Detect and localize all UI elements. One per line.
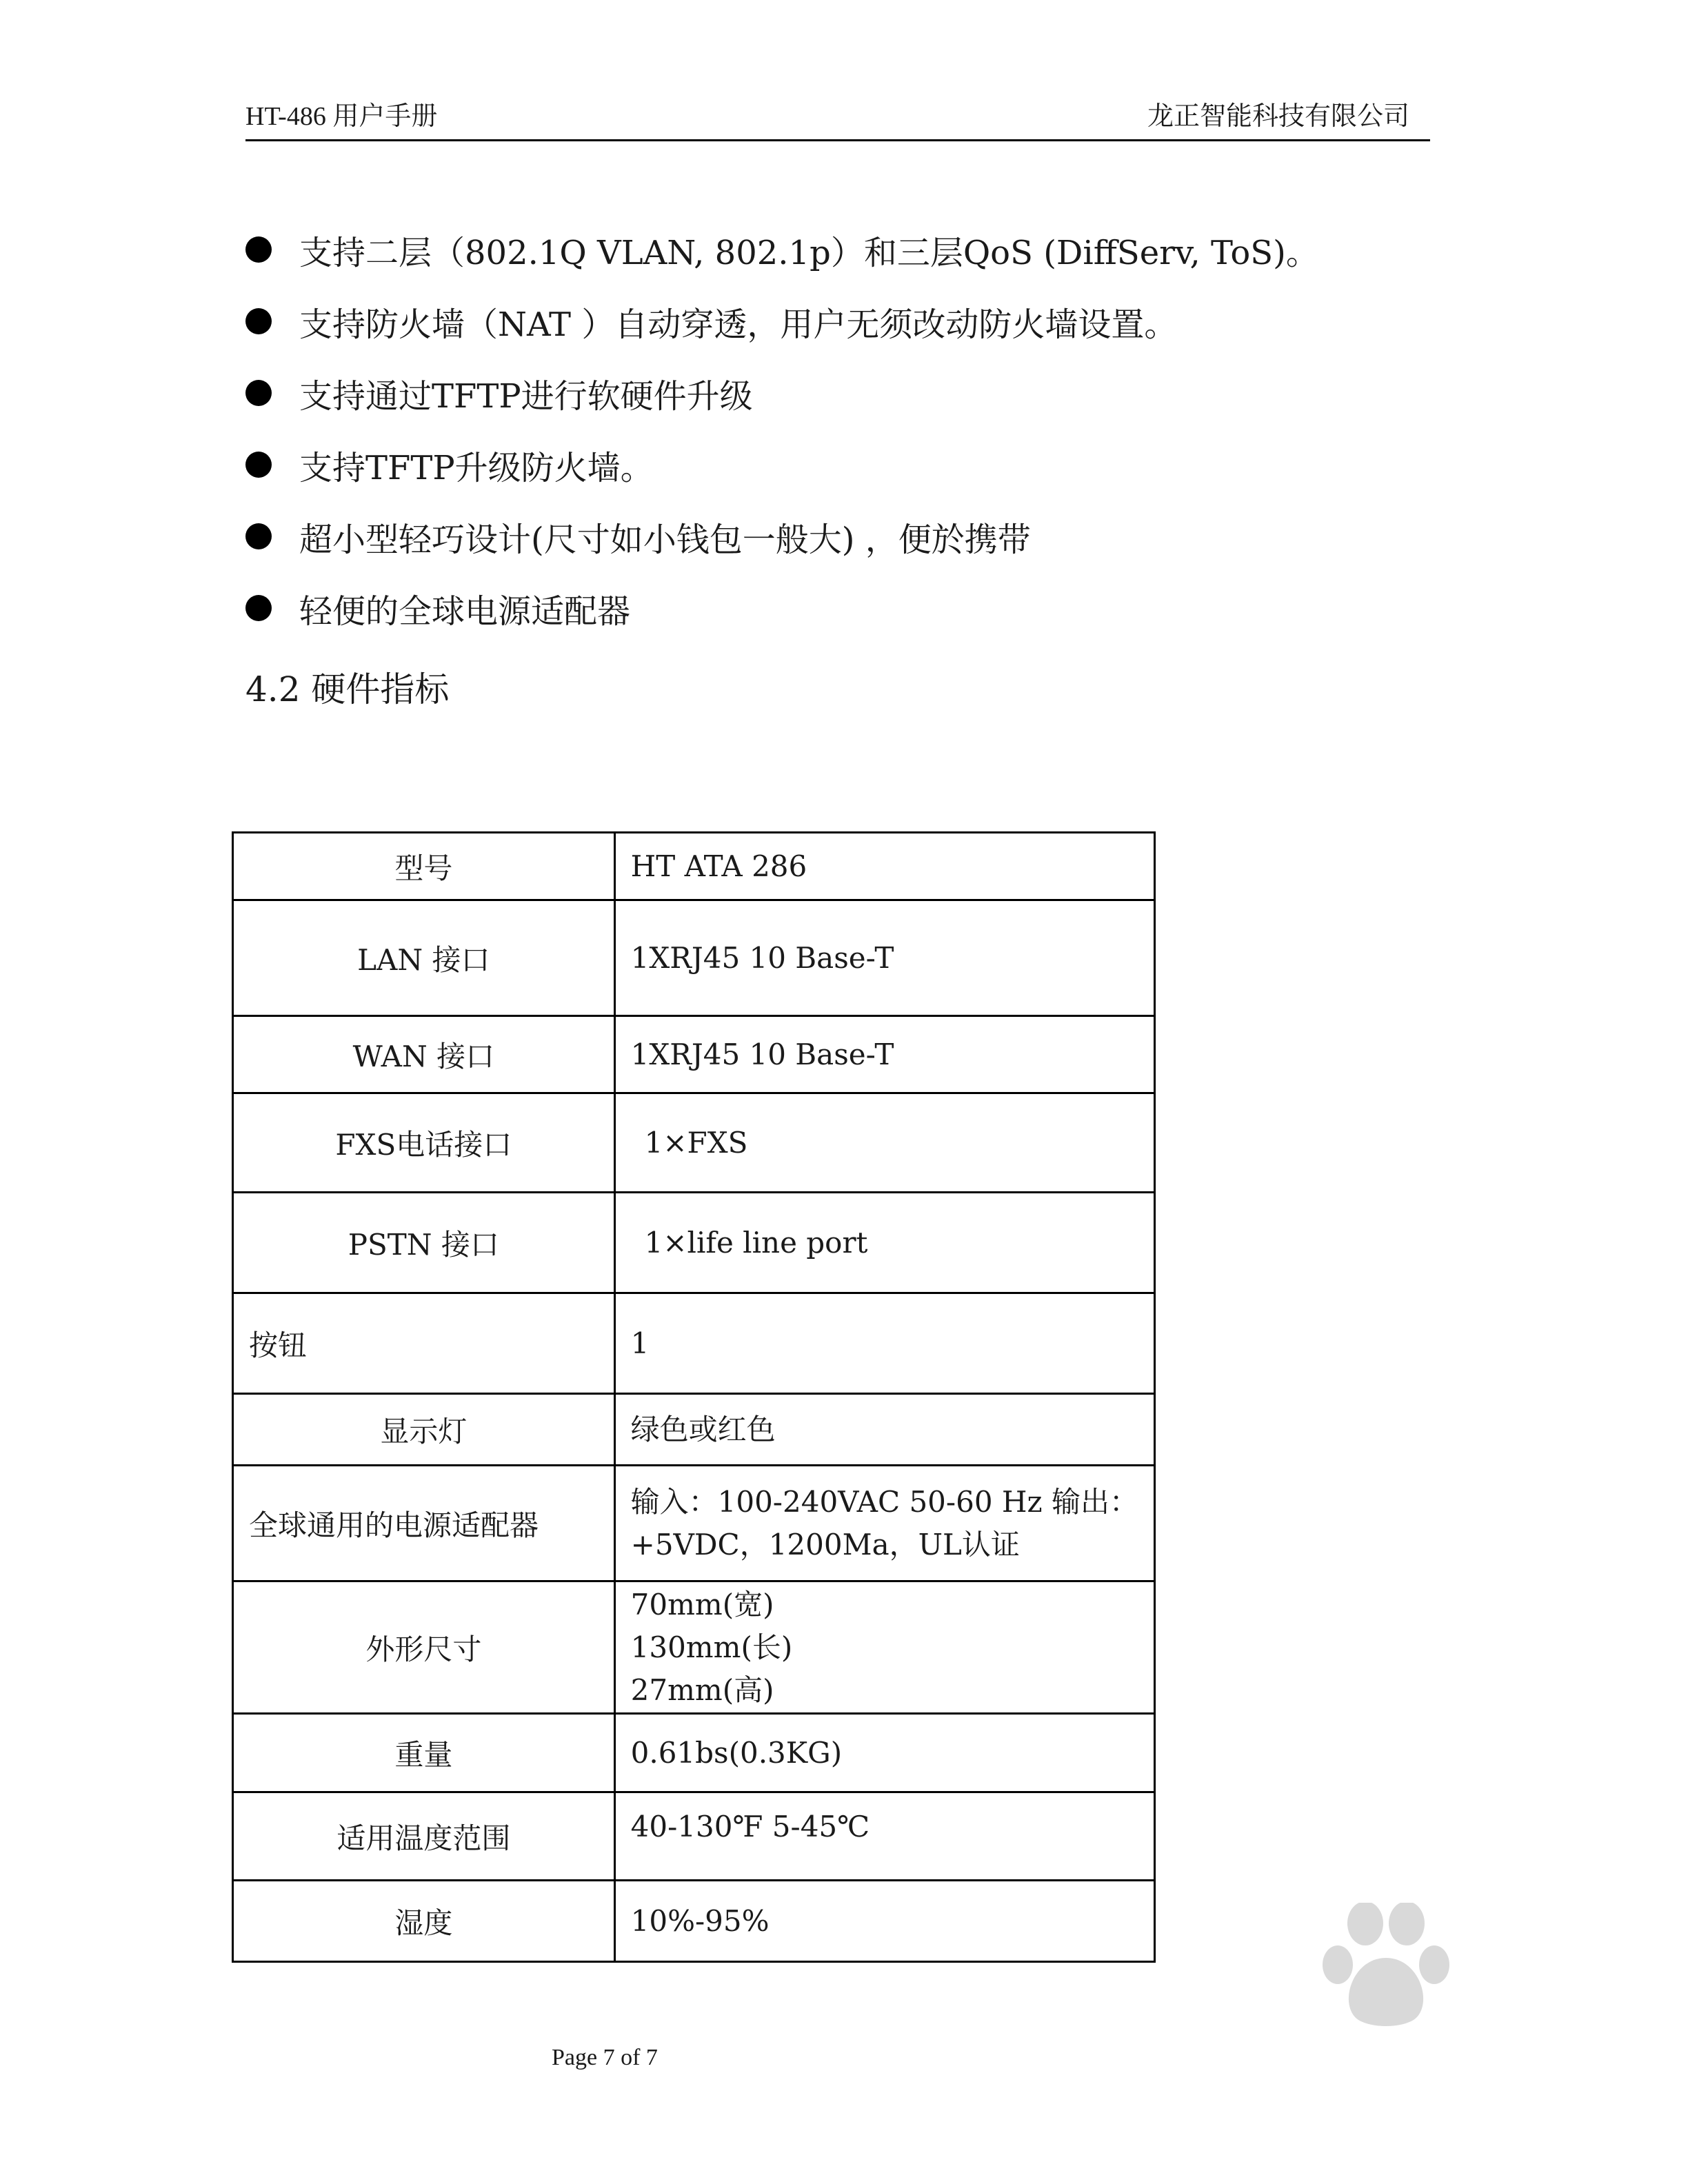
spec-label: 适用温度范围 (233, 1792, 615, 1881)
spec-label: LAN 接口 (233, 900, 615, 1016)
header-doc-title: HT-486 用户手册 (245, 102, 438, 131)
table-row (233, 1394, 1155, 1466)
bullet-icon (245, 595, 272, 621)
table-row (233, 1193, 1155, 1293)
list-item-text: 支持二层（802.1Q VLAN, 802.1p）和三层QoS (DiffServ, ToS)。 (299, 233, 1319, 272)
spec-label: WAN 接口 (233, 1016, 615, 1093)
page-footer: Page 7 of 7 (552, 2045, 658, 2070)
bullet-icon (245, 236, 272, 263)
header-company: 龙正智能科技有限公司 (1147, 102, 1409, 131)
spec-value-line: 130mm(长) (630, 1630, 793, 1664)
spec-value-line: 绿色或红色 (630, 1412, 776, 1446)
table-row (233, 1881, 1155, 1962)
spec-value-line: 输入：100-240VAC 50-60 Hz 输出： (630, 1484, 1138, 1519)
list-item (245, 285, 1487, 357)
list-item-text: 支持通过TFTP进行软硬件升级 (299, 376, 753, 416)
list-item-text: 超小型轻巧设计(尺寸如小钱包一般大) ，便於携带 (299, 520, 1031, 559)
list-item-text: 支持防火墙（NAT ）自动穿透，用户无须改动防火墙设置。 (299, 305, 1178, 344)
spec-label: 外形尺寸 (233, 1581, 615, 1714)
table-row (233, 833, 1155, 900)
spec-value-line: 1×life line port (644, 1225, 868, 1260)
spec-value-line: 10%-95% (630, 1903, 770, 1938)
spec-label: 显示灯 (233, 1394, 615, 1466)
section-title: 4.2 硬件指标 (245, 669, 450, 709)
spec-value (614, 833, 1154, 900)
table-row (233, 1581, 1155, 1714)
list-item (245, 357, 1487, 429)
spec-label: FXS电话接口 (233, 1093, 615, 1193)
spec-value-line: 70mm(宽) (630, 1587, 774, 1621)
spec-value (614, 1093, 1154, 1193)
list-item (245, 501, 1487, 572)
spec-value (614, 1466, 1154, 1581)
bullet-icon (245, 523, 272, 549)
bullet-icon (245, 308, 272, 334)
spec-value (614, 1394, 1154, 1466)
spec-label: 重量 (233, 1714, 615, 1792)
bullet-icon (245, 380, 272, 406)
spec-value (614, 1581, 1154, 1714)
spec-value (614, 1792, 1154, 1881)
page-header (245, 97, 1430, 141)
baidu-watermark-logo (1172, 1903, 1586, 2130)
spec-value-line: 1×FXS (644, 1125, 748, 1160)
spec-value-line: 1XRJ45 10 Base-T (630, 940, 894, 975)
feature-list (245, 214, 1487, 644)
spec-value (614, 1714, 1154, 1792)
spec-value (614, 1881, 1154, 1962)
list-item (245, 572, 1487, 644)
spec-table (232, 831, 1156, 1963)
spec-value (614, 1016, 1154, 1093)
spec-value-line: 1XRJ45 10 Base-T (630, 1037, 894, 1071)
table-row (233, 900, 1155, 1016)
table-row (233, 1016, 1155, 1093)
spec-value-line: HT ATA 286 (630, 849, 807, 883)
spec-value (614, 900, 1154, 1016)
spec-value-line: 27mm(高) (630, 1672, 774, 1707)
spec-value-line: 0.61bs(0.3KG) (630, 1735, 843, 1770)
spec-label: 型号 (233, 833, 615, 900)
spec-label: 按钮 (233, 1293, 615, 1394)
spec-label: PSTN 接口 (233, 1193, 615, 1293)
spec-label: 全球通用的电源适配器 (233, 1466, 615, 1581)
spec-value (614, 1293, 1154, 1394)
table-row (233, 1714, 1155, 1792)
table-row (233, 1466, 1155, 1581)
table-row (233, 1792, 1155, 1881)
list-item-text: 支持TFTP升级防火墙。 (299, 448, 654, 487)
spec-value-line: 1 (630, 1326, 650, 1360)
list-item-text: 轻便的全球电源适配器 (299, 592, 631, 631)
table-row (233, 1293, 1155, 1394)
spec-value-line: 40-130℉ 5-45℃ (630, 1810, 870, 1843)
bullet-icon (245, 452, 272, 478)
spec-value (614, 1193, 1154, 1293)
spec-label: 湿度 (233, 1881, 615, 1962)
spec-value-line: +5VDC，1200Ma，UL认证 (630, 1527, 1020, 1561)
list-item (245, 214, 1487, 285)
table-row (233, 1093, 1155, 1193)
list-item (245, 429, 1487, 501)
